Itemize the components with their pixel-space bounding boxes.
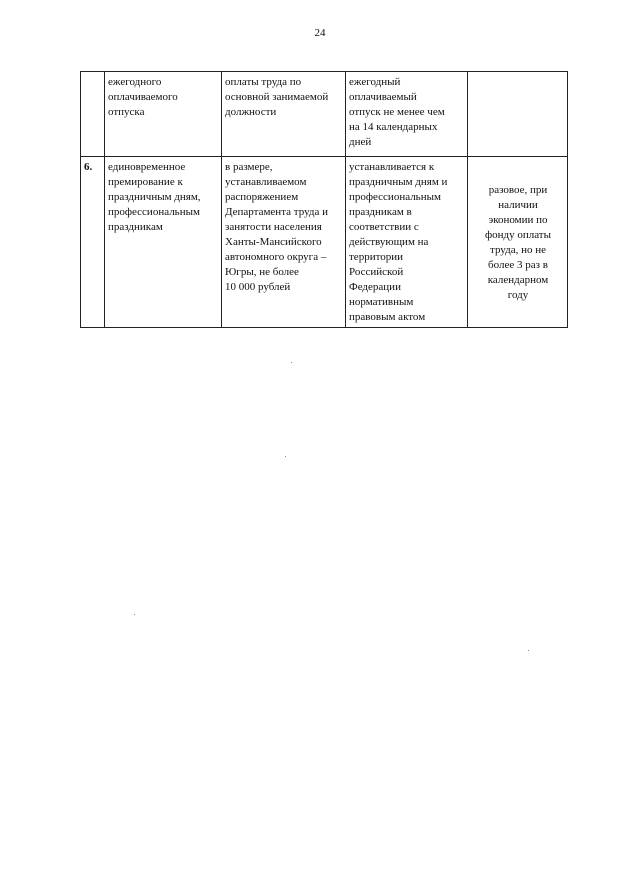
payment-name-cell: единовременное премирование к праздничным дням, профессиональным праздникам <box>105 157 222 328</box>
payment-size-cell: оплаты труда по основной занимаемой должности <box>222 72 346 157</box>
payment-period-cell <box>468 72 568 157</box>
payment-size-cell: в размере, устанавливаемом распоряжением Департамента труда и занятости населения Ханты-Мансийского автономного округа – Югры, не более 10 000 рублей <box>222 157 346 328</box>
payment-condition-cell: устанавливается к праздничным дням и профессиональным праздникам в соответствии с действующим на территории Российской Федерации нормативным правовым актом <box>346 157 468 328</box>
payment-condition-cell: ежегодный оплачиваемый отпуск не менее чем на 14 календарных дней <box>346 72 468 157</box>
scan-speck <box>291 362 292 363</box>
row-number-cell: 6. <box>81 157 105 328</box>
scan-speck <box>285 456 286 457</box>
scan-speck <box>134 614 135 615</box>
document-table <box>80 71 568 328</box>
payment-period-cell: разовое, при наличии экономии по фонду оплаты труда, но не более 3 раз в календарном году <box>468 157 568 328</box>
payment-name-cell: ежегодного оплачиваемого отпуска <box>105 72 222 157</box>
table-row <box>81 72 568 157</box>
page-number: 24 <box>314 27 326 39</box>
row-number-cell <box>81 72 105 157</box>
table-row <box>81 157 568 328</box>
scan-speck <box>528 650 529 651</box>
